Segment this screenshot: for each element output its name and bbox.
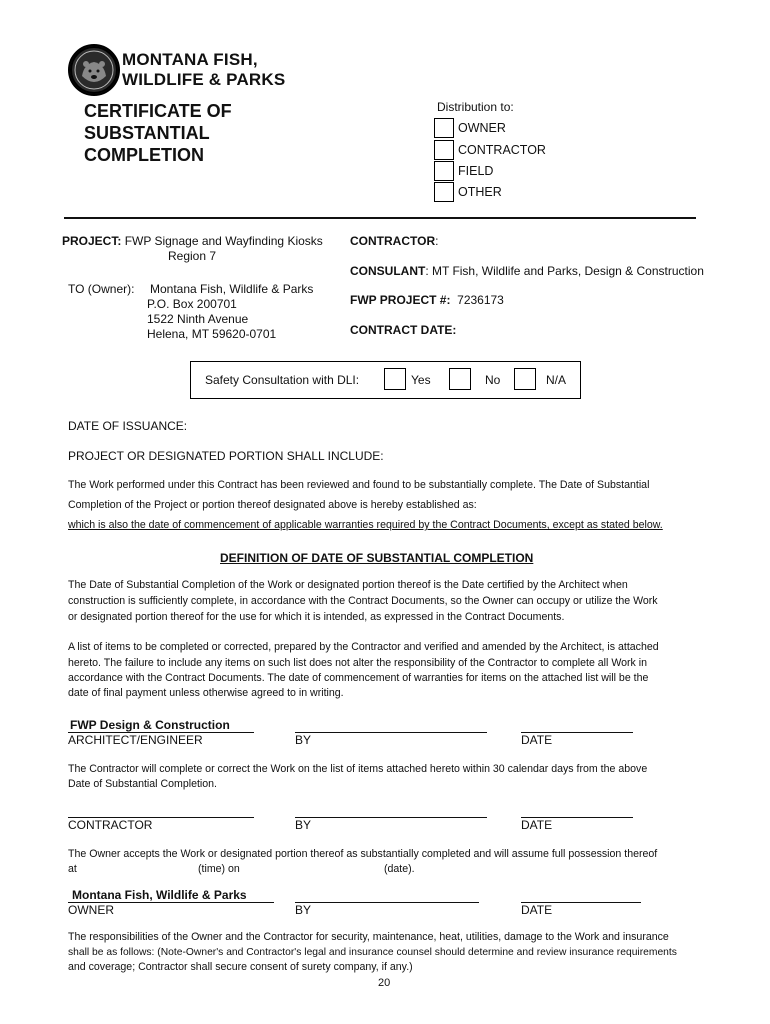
distribution-contractor-option[interactable]: CONTRACTOR <box>434 141 546 159</box>
field-checkbox[interactable] <box>434 161 454 181</box>
architect-date-label: DATE <box>521 733 553 747</box>
consultant-field: CONSULANT: MT Fish, Wildlife and Parks, Design & Construction <box>350 264 704 278</box>
owner-name-signature: Montana Fish, Wildlife & Parks <box>72 888 247 902</box>
list-paragraph-line4: date of final payment unless otherwise agreed to in writing. <box>68 687 344 699</box>
owner-checkbox[interactable] <box>434 118 454 138</box>
fwp-logo-emblem <box>68 44 120 96</box>
fwp-project-number: FWP PROJECT #: 7236173 <box>350 293 504 307</box>
owner-label: TO (Owner): <box>68 282 135 296</box>
contractor-by-label: BY <box>295 818 312 832</box>
architect-by-line[interactable] <box>295 732 487 733</box>
safety-na-label: N/A <box>546 373 567 387</box>
project-region: Region 7 <box>168 249 217 263</box>
list-paragraph-line2: hereto. The failure to include any items on such list does not alter the responsibility of the Contractor to complete all Work in <box>68 657 648 669</box>
bear-icon <box>70 46 118 94</box>
list-paragraph-line3: accordance with the Contract Documents. The date of commencement of warranties for items on the attached list will be the <box>68 672 649 684</box>
responsibilities-line3: and coverage; Contractor shall secure consent of surety company, if any.) <box>68 961 413 973</box>
date-of-issuance-label: DATE OF ISSUANCE: <box>68 419 188 433</box>
owner-accepts-time: (time) on <box>198 863 240 875</box>
owner-by-label: BY <box>295 903 312 917</box>
distribution-field-option[interactable]: FIELD <box>434 162 493 180</box>
owner-name: Montana Fish, Wildlife & Parks <box>150 282 314 296</box>
contractor-checkbox[interactable] <box>434 140 454 160</box>
owner-po-box: P.O. Box 200701 <box>147 297 237 311</box>
owner-city: Helena, MT 59620-0701 <box>147 327 277 341</box>
safety-yes-checkbox[interactable] <box>384 368 406 390</box>
paragraph-reviewed-line3: which is also the date of commencement of applicable warranties required by the Contract Documents, except as stated below. <box>68 519 663 531</box>
safety-label: Safety Consultation with DLI: <box>205 373 360 387</box>
responsibilities-line2: shall be as follows: (Note-Owner's and Contractor's legal and insurance counsel should determine and review insurance requirements <box>68 947 677 958</box>
definition-heading: DEFINITION OF DATE OF SUBSTANTIAL COMPLETION <box>220 551 534 565</box>
architect-by-label: BY <box>295 733 312 747</box>
owner-role: OWNER <box>68 903 114 917</box>
owner-accepts-date: (date). <box>384 863 415 875</box>
document-title: CERTIFICATE OF SUBSTANTIAL COMPLETION <box>84 101 232 165</box>
paragraph-reviewed-line2: Completion of the Project or portion thereof designated above is hereby established as: <box>68 499 477 511</box>
logo-text-line1: MONTANA FISH, <box>122 50 258 69</box>
owner-street: 1522 Ninth Avenue <box>147 312 249 326</box>
definition-line3: or designated portion thereof for the use for which it is intended, as expressed in the Contract Documents. <box>68 611 565 623</box>
contractor-date-label: DATE <box>521 818 553 832</box>
owner-by-line[interactable] <box>295 902 479 903</box>
safety-no-label: No <box>485 373 501 387</box>
architect-name: FWP Design & Construction <box>70 718 230 732</box>
other-checkbox[interactable] <box>434 182 454 202</box>
project-field: PROJECT: FWP Signage and Wayfinding Kiosks <box>62 234 323 248</box>
contractor-field: CONTRACTOR: <box>350 234 439 248</box>
safety-no-checkbox[interactable] <box>449 368 471 390</box>
list-paragraph-line1: A list of items to be completed or corrected, prepared by the Contractor and verified and amended by the Architect, is attached <box>68 641 659 653</box>
architect-role: ARCHITECT/ENGINEER <box>68 733 203 747</box>
page-number: 20 <box>378 977 391 989</box>
header-divider <box>64 217 696 219</box>
definition-line2: construction is sufficiently complete, in accordance with the Contract Documents, so the Owner can occupy or utilize the Work <box>68 595 658 607</box>
distribution-other-option[interactable]: OTHER <box>434 183 502 201</box>
contractor-by-line[interactable] <box>295 817 487 818</box>
distribution-owner-option[interactable]: OWNER <box>434 119 506 137</box>
safety-na-checkbox[interactable] <box>514 368 536 390</box>
logo-text-line2: WILDLIFE & PARKS <box>122 70 286 89</box>
owner-date-label: DATE <box>521 903 553 917</box>
owner-accepts-at: at <box>68 863 77 875</box>
paragraph-reviewed-line1: The Work performed under this Contract has been reviewed and found to be substantially complete. The Date of Substantial <box>68 479 650 491</box>
owner-accepts-line1: The Owner accepts the Work or designated portion thereof as substantially completed and will assume full possession thereof <box>68 848 658 860</box>
distribution-label: Distribution to: <box>437 100 514 114</box>
safety-yes-label: Yes <box>411 373 431 387</box>
contractor-paragraph-line1: The Contractor will complete or correct the Work on the list of items attached hereto within 30 calendar days from the above <box>68 763 648 775</box>
contract-date-label: CONTRACT DATE: <box>350 323 457 337</box>
responsibilities-line1: The responsibilities of the Owner and the Contractor for security, maintenance, heat, utilities, damage to the Work and insurance <box>68 931 669 943</box>
contractor-role: CONTRACTOR <box>68 818 153 832</box>
definition-line1: The Date of Substantial Completion of the Work or designated portion thereof is the Date certified by the Architect when <box>68 579 628 591</box>
contractor-paragraph-line2: Date of Substantial Completion. <box>68 778 217 790</box>
project-portion-label: PROJECT OR DESIGNATED PORTION SHALL INCLUDE: <box>68 449 384 463</box>
